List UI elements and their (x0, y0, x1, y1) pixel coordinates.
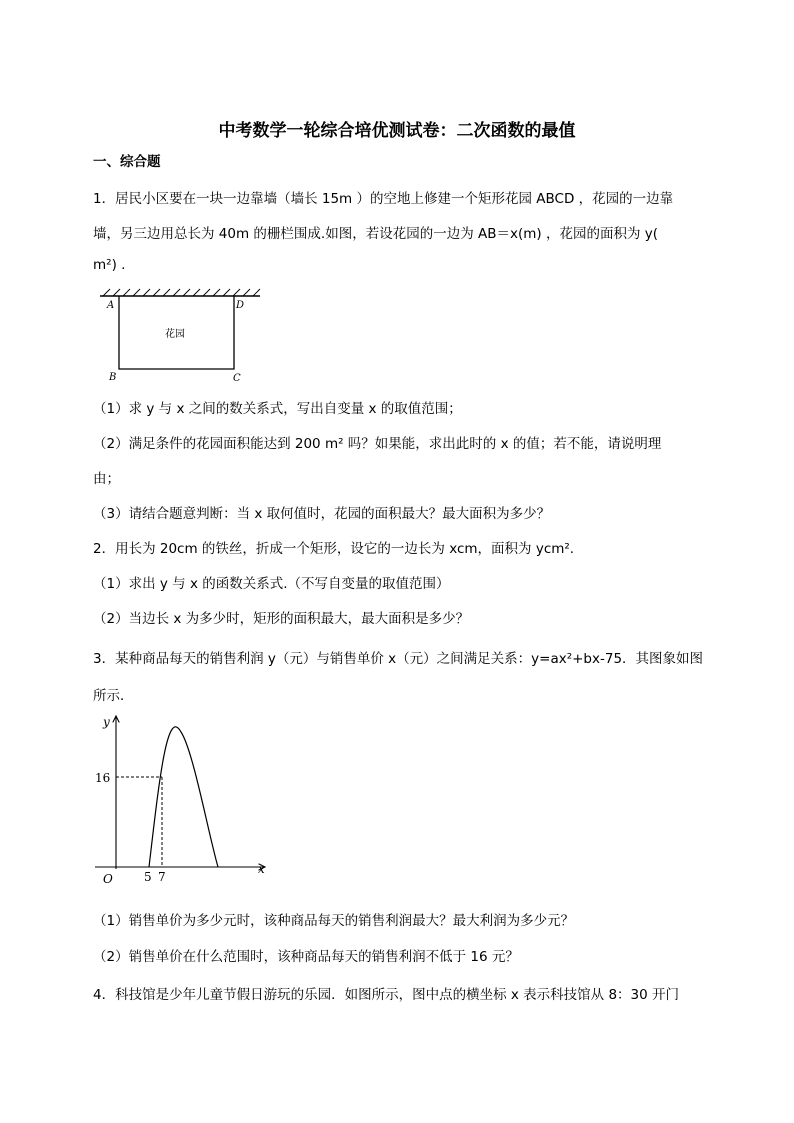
q1-part3: （3）请结合题意判断：当 x 取何值时，花园的面积最大？最大面积为多少？ (93, 506, 551, 522)
q1-part1: （1）求 y 与 x 之间的数关系式，写出自变量 x 的取值范围； (93, 401, 462, 417)
x-axis-label: x (258, 862, 265, 876)
q2-part1: （1）求出 y 与 x 的函数关系式.（不写自变量的取值范围） (93, 576, 450, 592)
x-tick-label-2: 7 (158, 870, 166, 884)
garden-figure (95, 288, 265, 384)
label-C: C (233, 373, 241, 384)
label-B: B (109, 372, 117, 383)
q3-part2: （2）销售单价在什么范围时，该种商品每天的销售利润不低于 16 元？ (93, 949, 519, 965)
q3-part1: （1）销售单价为多少元时，该种商品每天的销售利润最大？最大利润为多少元？ (93, 913, 575, 929)
parabola-graph (85, 712, 275, 887)
q3-line2: 所示． (93, 688, 134, 704)
q2-part2: （2）当边长 x 为多少时，矩形的面积最大，最大面积是多少？ (93, 611, 470, 627)
q3-line1: 3．某种商品每天的销售利润 y（元）与销售单价 x（元）之间满足关系：y=ax²+bx-75．其图象如图 (93, 651, 704, 667)
page-title: 中考数学一轮综合培优测试卷：二次函数的最值 (218, 121, 576, 141)
q1-part2-b: 由； (93, 471, 120, 487)
section-heading: 一、综合题 (93, 154, 161, 170)
garden-label: 花园 (165, 329, 185, 340)
label-D: D (236, 300, 245, 311)
q1-line1: 1．居民小区要在一块一边靠墙（墙长 15m ）的空地上修建一个矩形花园 ABCD ，花园的一边靠 (93, 191, 674, 207)
x-tick-label-1: 5 (144, 870, 152, 884)
q1-line2: 墙，另三边用总长为 40m 的栅栏围成.如图，若设花园的一边为 AB＝x(m) ，花园的面积为 y( (93, 226, 659, 242)
q1-part2-a: （2）满足条件的花园面积能达到 200 m² 吗？如果能，求出此时的 x 的值；若不能，请说明理 (93, 436, 662, 452)
y-tick-label: 16 (95, 771, 111, 785)
y-axis-label: y (103, 715, 110, 729)
q2-line1: 2．用长为 20cm 的铁丝，折成一个矩形，设它的一边长为 xcm，面积为 ycm². (93, 541, 575, 557)
q4-line1: 4．科技馆是少年儿童节假日游玩的乐园．如图所示，图中点的横坐标 x 表示科技馆从 8：30 开门 (93, 987, 680, 1003)
q1-line3: m²) . (93, 257, 126, 273)
label-A: A (107, 300, 115, 311)
parabola-curve (149, 727, 218, 867)
wall-hatching (103, 289, 260, 296)
origin-label: O (103, 872, 113, 886)
